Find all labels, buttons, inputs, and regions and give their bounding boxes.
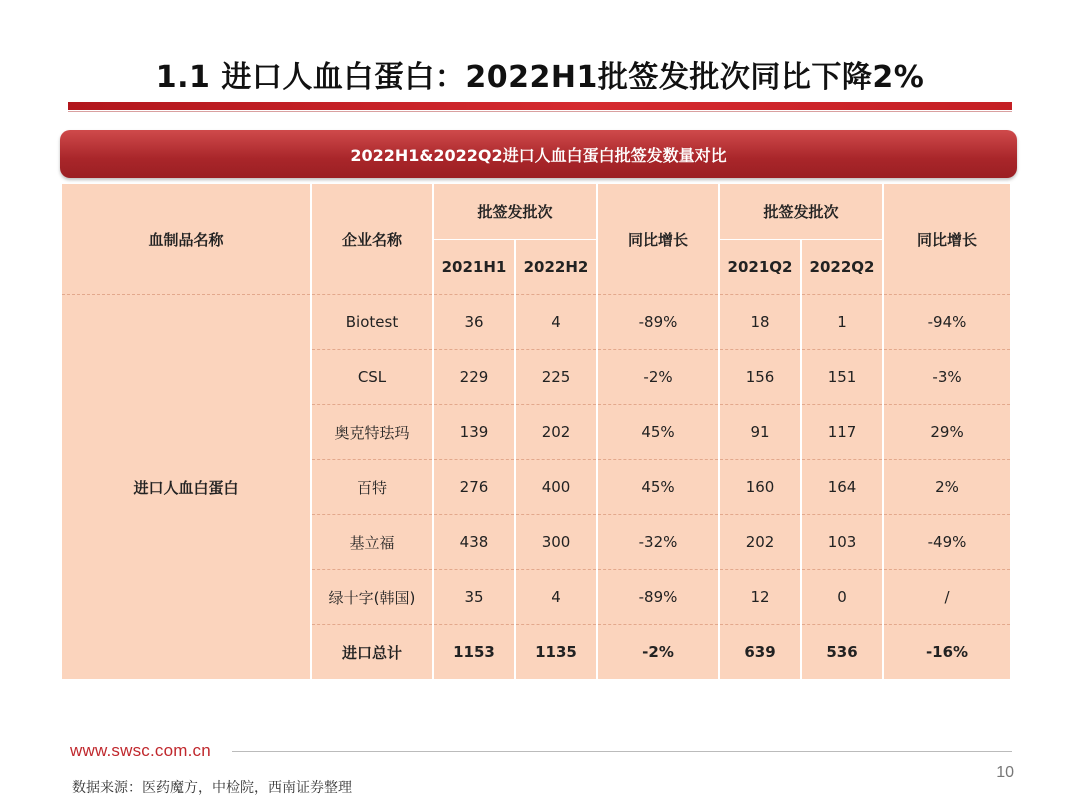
header-product: 血制品名称 <box>61 184 311 295</box>
page-title: 1.1 进口人血白蛋白：2022H1批签发批次同比下降2% <box>155 60 925 95</box>
value-yoy-half: -89% <box>597 570 719 625</box>
value-2021h1: 438 <box>433 515 515 570</box>
total-2022h2: 1135 <box>515 625 597 680</box>
value-yoy-half: -32% <box>597 515 719 570</box>
header-batches-quarter: 批签发批次 <box>719 184 883 240</box>
value-2021h1: 139 <box>433 405 515 460</box>
value-2021q2: 202 <box>719 515 801 570</box>
value-2022q2: 151 <box>801 350 883 405</box>
footer-rule <box>232 751 1012 752</box>
total-2021h1: 1153 <box>433 625 515 680</box>
data-source-note: 数据来源：医药魔方，中检院，西南证券整理 <box>72 780 352 796</box>
header-batches-half: 批签发批次 <box>433 184 597 240</box>
value-2022q2: 0 <box>801 570 883 625</box>
value-2022q2: 164 <box>801 460 883 515</box>
value-2022h2: 202 <box>515 405 597 460</box>
value-2021h1: 229 <box>433 350 515 405</box>
value-2021q2: 160 <box>719 460 801 515</box>
value-2021h1: 276 <box>433 460 515 515</box>
total-yoy-half: -2% <box>597 625 719 680</box>
company-cell: 奥克特珐玛 <box>311 405 433 460</box>
total-label: 进口总计 <box>311 625 433 680</box>
total-yoy-quarter: -16% <box>883 625 1011 680</box>
value-2022h2: 225 <box>515 350 597 405</box>
value-yoy-half: 45% <box>597 460 719 515</box>
value-2022q2: 1 <box>801 295 883 350</box>
value-2021q2: 156 <box>719 350 801 405</box>
title-rule-thin <box>68 111 1012 112</box>
company-cell: 基立福 <box>311 515 433 570</box>
header-2022h2: 2022H2 <box>515 240 597 295</box>
batch-release-table <box>60 184 1012 679</box>
header-yoy-quarter: 同比增长 <box>883 184 1011 295</box>
company-cell: CSL <box>311 350 433 405</box>
header-yoy-half: 同比增长 <box>597 184 719 295</box>
value-2021h1: 35 <box>433 570 515 625</box>
header-2021q2: 2021Q2 <box>719 240 801 295</box>
value-yoy-half: 45% <box>597 405 719 460</box>
product-name-cell: 进口人血白蛋白 <box>61 295 311 680</box>
value-2021q2: 91 <box>719 405 801 460</box>
value-yoy-quarter: 2% <box>883 460 1011 515</box>
company-cell: 绿十字(韩国) <box>311 570 433 625</box>
value-2022h2: 400 <box>515 460 597 515</box>
value-2022q2: 103 <box>801 515 883 570</box>
value-yoy-quarter: / <box>883 570 1011 625</box>
table-banner: 2022H1&2022Q2进口人血白蛋白批签发数量对比 <box>60 130 1017 178</box>
value-yoy-half: -2% <box>597 350 719 405</box>
site-url: www.swsc.com.cn <box>70 741 211 760</box>
company-cell: Biotest <box>311 295 433 350</box>
title-rule <box>68 102 1012 110</box>
total-2022q2: 536 <box>801 625 883 680</box>
value-2022q2: 117 <box>801 405 883 460</box>
page-number: 10 <box>996 764 1014 781</box>
value-2021q2: 18 <box>719 295 801 350</box>
header-company: 企业名称 <box>311 184 433 295</box>
company-cell: 百特 <box>311 460 433 515</box>
value-2022h2: 4 <box>515 295 597 350</box>
total-2021q2: 639 <box>719 625 801 680</box>
value-2021q2: 12 <box>719 570 801 625</box>
value-yoy-quarter: 29% <box>883 405 1011 460</box>
value-2021h1: 36 <box>433 295 515 350</box>
value-yoy-quarter: -94% <box>883 295 1011 350</box>
header-2021h1: 2021H1 <box>433 240 515 295</box>
value-yoy-quarter: -3% <box>883 350 1011 405</box>
value-2022h2: 4 <box>515 570 597 625</box>
table-row <box>61 295 1011 350</box>
header-2022q2: 2022Q2 <box>801 240 883 295</box>
value-2022h2: 300 <box>515 515 597 570</box>
value-yoy-quarter: -49% <box>883 515 1011 570</box>
value-yoy-half: -89% <box>597 295 719 350</box>
